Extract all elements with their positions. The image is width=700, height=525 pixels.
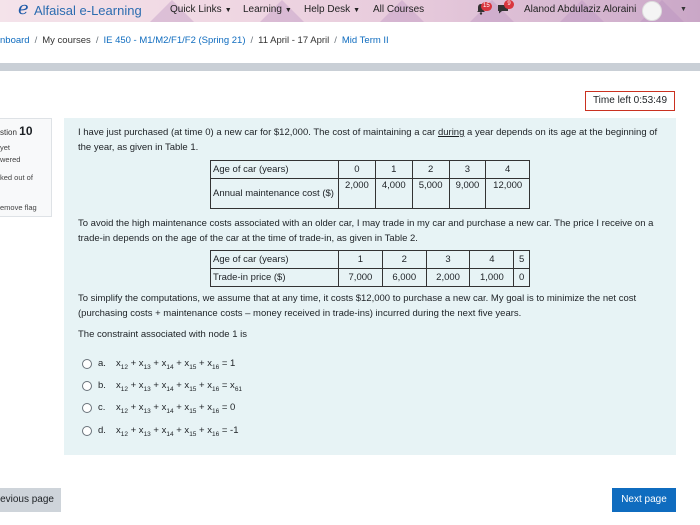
table-row [211,269,530,287]
nav-label: All Courses [373,4,425,15]
answer-letter: c. [98,402,106,413]
question-intro [78,125,658,155]
question-prompt: The constraint associated with node 1 is [78,329,247,340]
table-cell: 12,000 [486,179,530,209]
intro-before: I have just purchased (at time 0) a new car for $12,000. The cost of maintaining a car [78,127,436,138]
intro-underlined: during [437,127,465,138]
chevron-down-icon: ▼ [284,7,292,14]
breadcrumb-my-courses[interactable]: My courses [42,35,91,46]
breadcrumb-week[interactable]: 11 April - 17 April [258,35,330,46]
question-number-value: 10 [19,124,33,138]
table-cell: 1 [339,251,383,269]
answer-radio[interactable] [82,359,92,369]
question-status-line1: yet [0,143,11,152]
chevron-down-icon: ▼ [353,7,361,14]
answer-radio[interactable] [82,403,92,413]
table-cell: 6,000 [382,269,426,287]
table-cell: 5,000 [412,179,449,209]
table-cell: 4 [470,251,514,269]
brand-logo-letter: e [18,0,29,19]
table-cell: 4 [486,161,530,179]
question-marks: ked out of [0,173,33,182]
nav-help-desk[interactable] [304,4,360,15]
question-status-line2: wered [0,155,21,164]
question-content [64,118,676,455]
table-row [211,161,530,179]
user-name[interactable]: Alanod Abdulaziz Aloraini [524,4,637,15]
question-prefix: stion [0,128,17,137]
quiz-timer: Time left 0:53:49 [585,91,675,111]
nav-label: Learning [243,4,282,15]
table-cell: 2 [412,161,449,179]
chevron-down-icon[interactable]: ▼ [680,6,687,13]
nav-quick-links[interactable] [170,4,232,15]
table-cell: 2 [382,251,426,269]
table-cell: 1 [375,161,412,179]
brand-name: Alfaisal e-Learning [34,3,142,18]
answer-letter: a. [98,358,106,369]
table-cell: 5 [514,251,530,269]
nav-label: Help Desk [304,4,351,15]
table-cell: 0 [339,161,376,179]
answer-letter: d. [98,425,106,436]
answer-radio[interactable] [82,381,92,391]
question-number [0,124,33,138]
question-info-panel [0,118,52,217]
table-row [211,179,530,209]
top-navbar [0,0,700,22]
maintenance-table [210,160,530,209]
table-row [211,251,530,269]
breadcrumb-separator: / [250,35,254,46]
flag-question-link[interactable]: emove flag [0,203,37,212]
table-cell: Age of car (years) [211,161,339,179]
table-cell: 2,000 [339,179,376,209]
nav-label: Quick Links [170,4,222,15]
answer-letter: b. [98,380,106,391]
nav-all-courses[interactable] [373,4,424,15]
notifications-badge: 15 [483,3,490,9]
trade-in-table [210,250,530,287]
question-paragraph-3: To simplify the computations, we assume that at any time, it costs $12,000 to purchase a new car. My goal is to minimize the net cost (purchasing costs + maintenance costs – money received in trade-ins) incurred during the next five years. [78,293,637,319]
nav-learning[interactable] [243,4,292,15]
answer-expression: $x_{12} + x_{13} + x_{14} + x_{15} + x_{16} = -1$ [116,425,239,438]
breadcrumb [0,35,389,46]
notifications-bell[interactable] [476,3,490,15]
breadcrumb-course[interactable]: IE 450 - M1/M2/F1/F2 (Spring 21) [103,35,246,46]
table-cell: 1,000 [470,269,514,287]
table-cell: 0 [514,269,530,287]
breadcrumb-dashboard[interactable]: nboard [0,35,30,46]
page-header-band [0,63,700,71]
next-page-button[interactable]: Next page [612,488,676,512]
question-paragraph-2: To avoid the high maintenance costs associated with an older car, I may trade in my car and purchase a new car. The price I receive on a trade-in depends on the age of the car at the time of trade-in, as given in Table 2. [78,218,654,244]
table-cell: 3 [449,161,486,179]
answer-expression: $x_{12} + x_{13} + x_{14} + x_{15} + x_{16} = 1$ [116,358,236,371]
breadcrumb-quiz[interactable]: Mid Term II [341,35,389,46]
avatar[interactable] [642,1,662,21]
intro-after: a year depends on its age at the beginning of the year, as given in Table 1. [78,127,658,153]
answer-expression: $x_{12} + x_{13} + x_{14} + x_{15} + x_{16} = x_{61}$ [116,380,243,393]
breadcrumb-separator: / [334,35,337,46]
table-cell: Annual maintenance cost ($) [211,179,339,209]
table-cell: 7,000 [339,269,383,287]
chevron-down-icon: ▼ [224,7,232,14]
messages-toggle[interactable] [497,1,511,14]
table-cell: 4,000 [375,179,412,209]
answer-expression: $x_{12} + x_{13} + x_{14} + x_{15} + x_{16} = 0$ [116,402,236,415]
table-cell: Age of car (years) [211,251,339,269]
table-cell: 3 [426,251,470,269]
breadcrumb-separator: / [95,35,99,46]
table-cell: Trade-in price ($) [211,269,339,287]
messages-badge: 9 [504,0,514,9]
table-cell: 2,000 [426,269,470,287]
table-cell: 9,000 [449,179,486,209]
previous-page-button[interactable]: evious page [0,488,61,512]
breadcrumb-separator: / [34,35,38,46]
answer-radio[interactable] [82,426,92,436]
